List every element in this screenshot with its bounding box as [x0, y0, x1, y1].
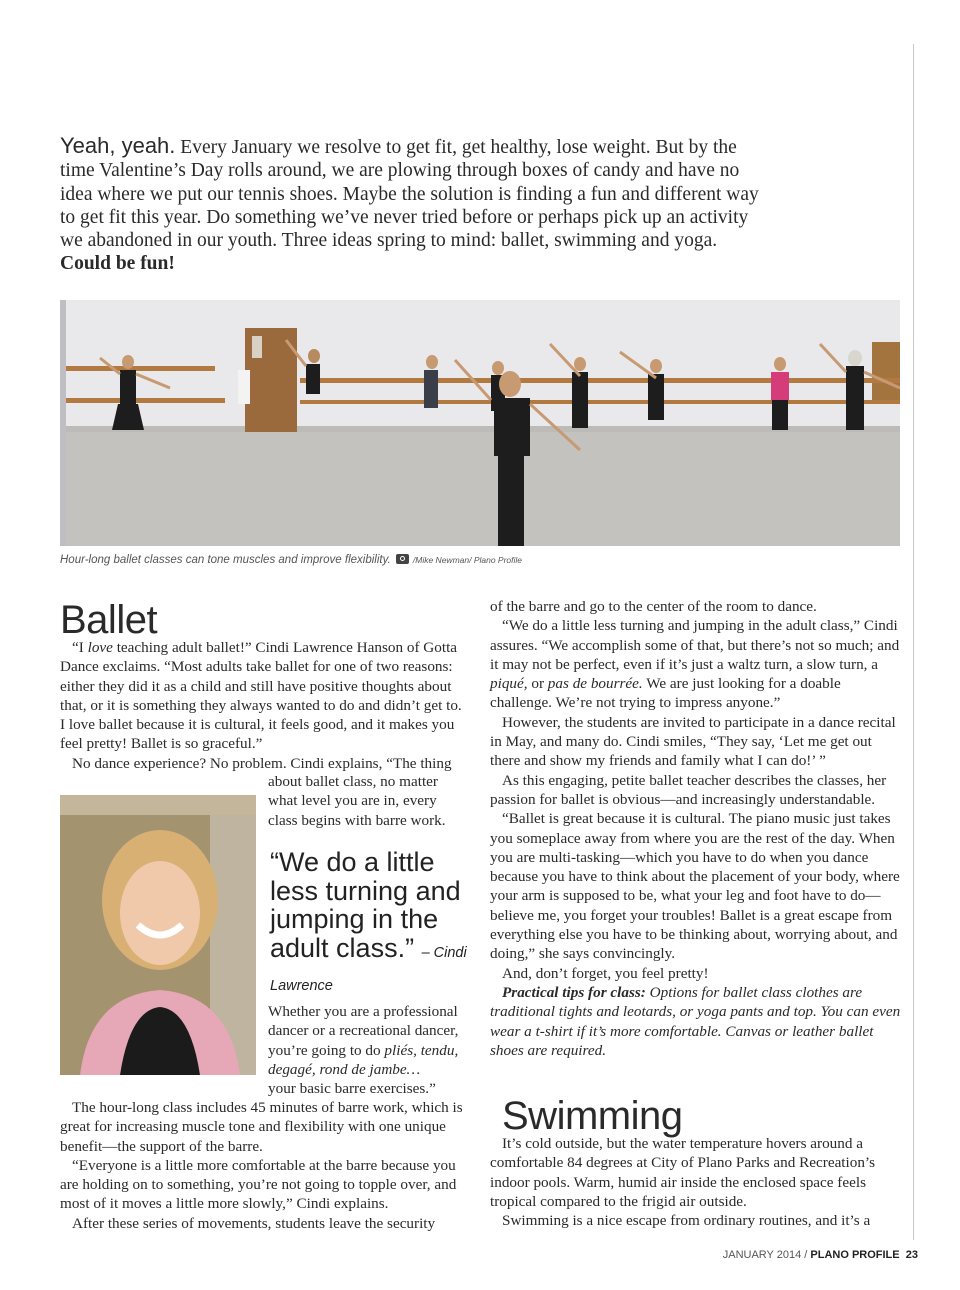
practical-tips: [490, 983, 902, 1060]
credit-photographer: /Mike Newman/: [412, 555, 474, 565]
text-run-italic: pliés, tendu, degagé, rond de jambe…: [268, 1041, 459, 1078]
caption-text: Hour-long ballet classes can tone muscles and improve flexibility.: [60, 554, 391, 566]
text-run: “I: [72, 639, 88, 656]
pull-quote-text: “We do a little less turning and jumping in the adult class.”: [270, 847, 461, 963]
ballet-class-photo: [60, 300, 900, 546]
ballet-right-paragraph-4: As this engaging, petite ballet teacher describes the classes, her passion for ballet is obvious—and increasingly understandable.: [490, 771, 887, 808]
pull-quote-attribution: – Cindi Lawrence: [270, 944, 467, 994]
intro-end: Could be fun!: [60, 253, 175, 275]
text-run: your basic barre exercises.”: [268, 1080, 436, 1098]
text-run: “We do a little less turning and jumping in the adult class,” Cindi assures. “We accomplish some of that, but there’s not so much; and it may not be perfect, even if it’s just a waltz turn, a slow turn, a: [490, 617, 900, 673]
camera-icon: [396, 554, 409, 564]
tips-label: Practical tips for class:: [502, 983, 646, 1001]
ballet-paragraph-1: [60, 638, 470, 754]
ballet-right-paragraph-6: And, don’t forget, you feel pretty!: [502, 964, 709, 982]
page-number: 23: [905, 1249, 918, 1261]
text-run: Whether you are a professional dancer or a recreational dancer, you’re going to do: [268, 1003, 459, 1059]
ballet-wrap-text: [268, 772, 473, 830]
footer-publication: PLANO PROFILE: [810, 1249, 900, 1261]
ballet-wrap-text-2: [268, 1002, 473, 1098]
ballet-heading: Ballet: [60, 598, 158, 642]
wrap-line: what level you are in, every: [268, 792, 437, 810]
text-run-italic: love: [87, 639, 113, 656]
ballet-right-paragraph-2: [490, 616, 902, 712]
tips-text: Options for ballet class clothes are traditional tights and leotards, or yoga pants and top. You can even wear a t-shirt if it’s more comfortable. Canvas or leather ballet shoes are required.: [490, 983, 901, 1059]
ballet-paragraph-6: After these series of movements, students leave the security: [72, 1214, 436, 1232]
text-run-italic: piqué,: [490, 675, 528, 693]
photo-caption: [60, 554, 660, 566]
ballet-right-paragraph-3: However, the students are invited to participate in a dance recital in May, and many do. Cindi smiles, “They say, ‘Let me get out there and show my friends and family what I can do!’ ”: [490, 713, 896, 770]
text-run: teaching adult ballet!” Cindi Lawrence Hanson of Gotta Dance exclaims. “Most adults take ballet for one of two reasons: either they did it as a child and still have positive thoughts about that, or it is something they always wanted to do and didn’t get to. I love ballet because it is cultural, it feels good, and it makes you feel pretty! Ballet is so graceful.”: [60, 639, 462, 753]
ballet-right-paragraph-1: of the barre and go to the center of the room to dance.: [490, 598, 817, 615]
intro-lead: Yeah, yeah.: [60, 133, 176, 158]
ballet-right-column: [490, 597, 902, 1060]
swimming-paragraph-2: Swimming is a nice escape from ordinary routines, and it’s a: [502, 1212, 871, 1230]
ballet-paragraph-5: “Everyone is a little more comfortable at the barre because you are holding on to something, you’re not going to topple over, and most of it moves a little more slowly,” Cindi explains.: [60, 1156, 457, 1213]
wrap-line: class begins with barre work.: [268, 811, 446, 829]
photo-credit: [413, 555, 522, 565]
text-run: or: [527, 675, 548, 693]
text-run: We are just looking for a doable challenge. We’re not trying to impress anyone.”: [490, 675, 841, 712]
ballet-right-paragraph-5: “Ballet is great because it is cultural. The piano music just takes you someplace away from where you are the rest of the day. When you are multi-tasking—which you have to do when you dance because you have to think about the placement of your body, where your arm is supposed to be, what your leg and foot have to do—believe me, you forget your troubles! Ballet is a great escape from everything else you have to be thinking about, worrying about, and doing,” she says convincingly.: [490, 810, 900, 963]
swimming-column: [490, 1134, 902, 1230]
intro-text: Every January we resolve to get fit, get healthy, lose weight. But by the time Valentine’s Day rolls around, we are plowing through boxes of candy and have no idea where we put our tennis shoes. Maybe the solution is finding a fun and different way to get fit this year. Do something we’ve never tried before or perhaps pick up an activity we abandoned in our youth. Three ideas spring to mind: ballet, swimming and yoga.: [60, 137, 759, 252]
column-divider-rule: [913, 44, 914, 1240]
ballet-paragraph-3: [268, 1002, 473, 1098]
swimming-paragraph-1: It’s cold outside, but the water temperature hovers around a comfortable 84 degrees at City of Plano Parks and Recreation’s indoor pools. Warm, humid air inside the enclosed space feels tropical compared to the frigid air outside.: [490, 1135, 876, 1210]
ballet-paragraph-2: No dance experience? No problem. Cindi explains, “The thing: [72, 754, 452, 772]
ballet-left-column-bottom: [60, 1098, 470, 1233]
page-footer: [600, 1249, 918, 1261]
swimming-heading: Swimming: [502, 1094, 683, 1138]
pull-quote: [270, 848, 475, 1001]
footer-date: JANUARY 2014 /: [722, 1249, 811, 1261]
credit-publication: Plano Profile: [473, 555, 523, 565]
intro-paragraph: [60, 134, 760, 276]
cindi-lawrence-portrait: [60, 795, 256, 1075]
ballet-left-column-top: [60, 638, 470, 773]
ballet-paragraph-4: The hour-long class includes 45 minutes of barre work, which is great for increasing muscle tone and flexibility with one unique benefit—the support of the barre.: [60, 1099, 463, 1155]
text-run-italic: pas de bourrée.: [547, 675, 643, 693]
wrap-line: about ballet class, no matter: [268, 773, 438, 790]
